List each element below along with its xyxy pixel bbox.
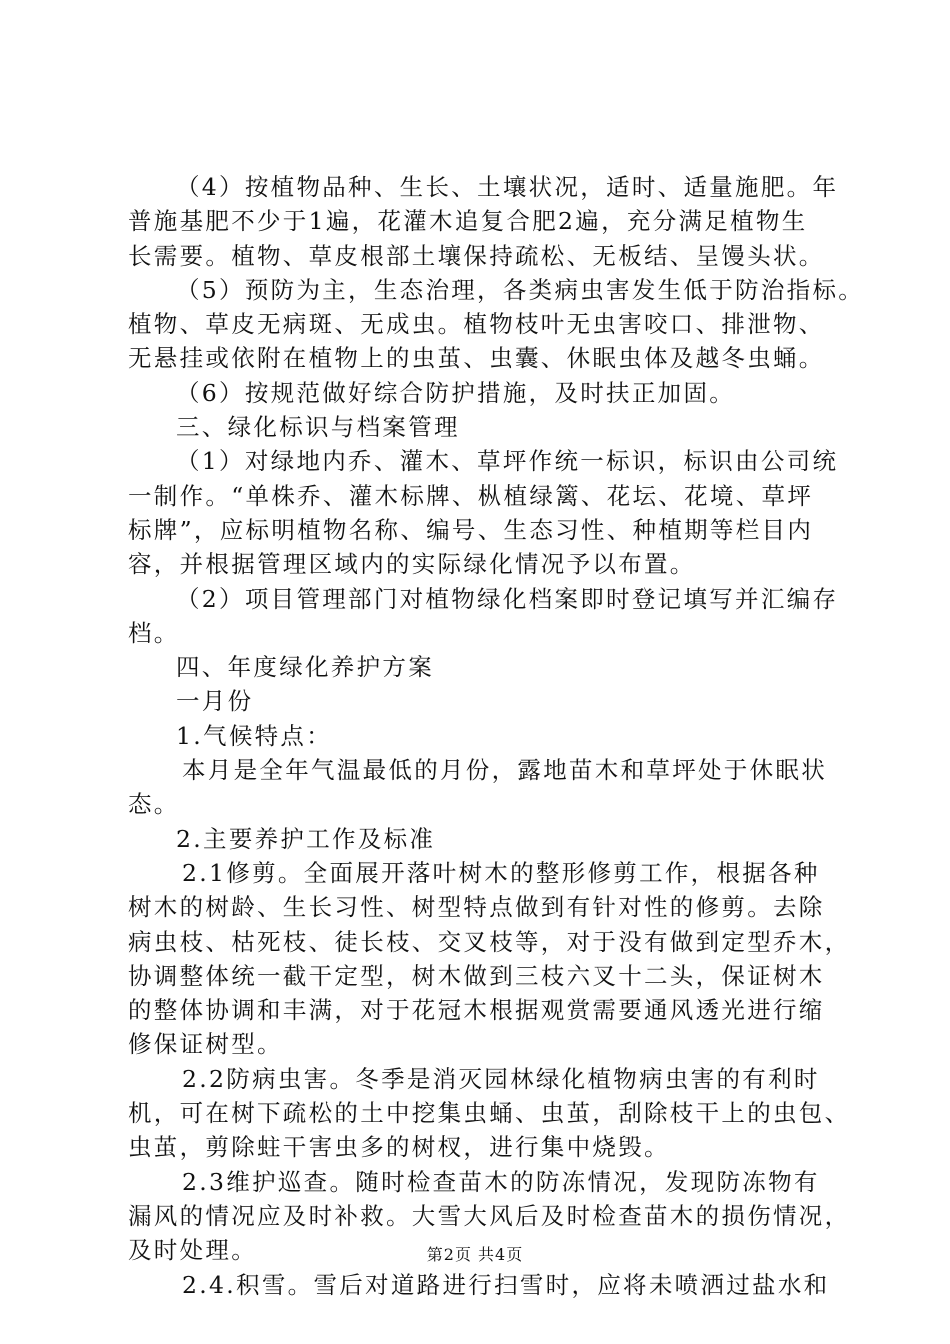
paragraph-line: 2.1修剪。全面展开落叶树木的整形修剪工作，根据各种 <box>182 858 820 887</box>
paragraph-line: 树木的树龄、生长习性、树型特点做到有针对性的修剪。去除 <box>128 893 825 922</box>
section-heading: 三、绿化标识与档案管理 <box>176 413 460 442</box>
subheading: 一月份 <box>176 687 254 716</box>
paragraph-line: 标牌”，应标明植物名称、编号、生态习性、种植期等栏目内 <box>128 515 814 544</box>
paragraph-line: 植物、草皮无病斑、无成虫。植物枝叶无虫害咬口、排泄物、 <box>128 310 825 339</box>
paragraph-line: 本月是全年气温最低的月份，露地苗木和草坪处于休眠状 <box>182 756 827 785</box>
paragraph-line: 虫茧，剪除蛀干害虫多的树杈，进行集中烧毁。 <box>128 1133 670 1162</box>
paragraph-line: （2）项目管理部门对植物绿化档案即时登记填写并汇编存 <box>176 584 839 613</box>
paragraph-line: （1）对绿地内乔、灌木、草坪作统一标识，标识由公司统 <box>176 447 839 476</box>
paragraph-line: 机，可在树下疏松的土中挖集虫蛹、虫茧，刮除枝干上的虫包、 <box>128 1099 851 1128</box>
paragraph-line: 态。 <box>128 790 180 819</box>
paragraph-line: 长需要。植物、草皮根部土壤保持疏松、无板结、呈馒头状。 <box>128 241 825 270</box>
paragraph-line: 2.4.积雪。雪后对道路进行扫雪时，应将未喷洒过盐水和 <box>182 1270 830 1299</box>
paragraph-line: 的整体协调和丰满，对于花冠木根据观赏需要通风透光进行缩 <box>128 996 825 1025</box>
paragraph-line: 无悬挂或依附在植物上的虫茧、虫囊、休眠虫体及越冬虫蛹。 <box>128 344 825 373</box>
page-footer: 第2页 共4页 <box>426 1245 524 1264</box>
paragraph-line: （5）预防为主，生态治理，各类病虫害发生低于防治指标。 <box>176 275 865 304</box>
paragraph-line: 病虫枝、枯死枝、徒长枝、交叉枝等，对于没有做到定型乔木， <box>128 927 851 956</box>
paragraph-line: （6）按规范做好综合防护措施，及时扶正加固。 <box>176 378 736 407</box>
paragraph-line: 修保证树型。 <box>128 1030 283 1059</box>
paragraph-line: （4）按植物品种、生长、土壤状况，适时、适量施肥。年 <box>176 173 839 201</box>
paragraph-line: 及时处理。 <box>128 1236 257 1265</box>
subheading: 2.主要养护工作及标准 <box>176 824 436 853</box>
subheading: 1.气候特点： <box>176 721 333 750</box>
paragraph-line: 2.3维护巡查。随时检查苗木的防冻情况，发现防冻物有 <box>182 1167 820 1196</box>
paragraph-line: 漏风的情况应及时补救。大雪大风后及时检查苗木的损伤情况， <box>128 1201 851 1230</box>
paragraph-line: 容，并根据管理区域内的实际绿化情况予以布置。 <box>128 550 696 579</box>
section-heading: 四、年度绿化养护方案 <box>176 653 434 682</box>
paragraph-line: 普施基肥不少于1遍，花灌木追复合肥2遍，充分满足植物生 <box>128 207 808 236</box>
paragraph-line: 一制作。“单株乔、灌木标牌、枞植绿篱、花坛、花境、草坪 <box>128 481 814 510</box>
paragraph-line: 协调整体统一截干定型，树木做到三枝六叉十二头，保证树木 <box>128 961 825 990</box>
paragraph-line: 档。 <box>128 618 180 647</box>
paragraph-line: 2.2防病虫害。冬季是消灭园林绿化植物病虫害的有利时 <box>182 1064 820 1093</box>
body-text <box>128 170 865 1302</box>
